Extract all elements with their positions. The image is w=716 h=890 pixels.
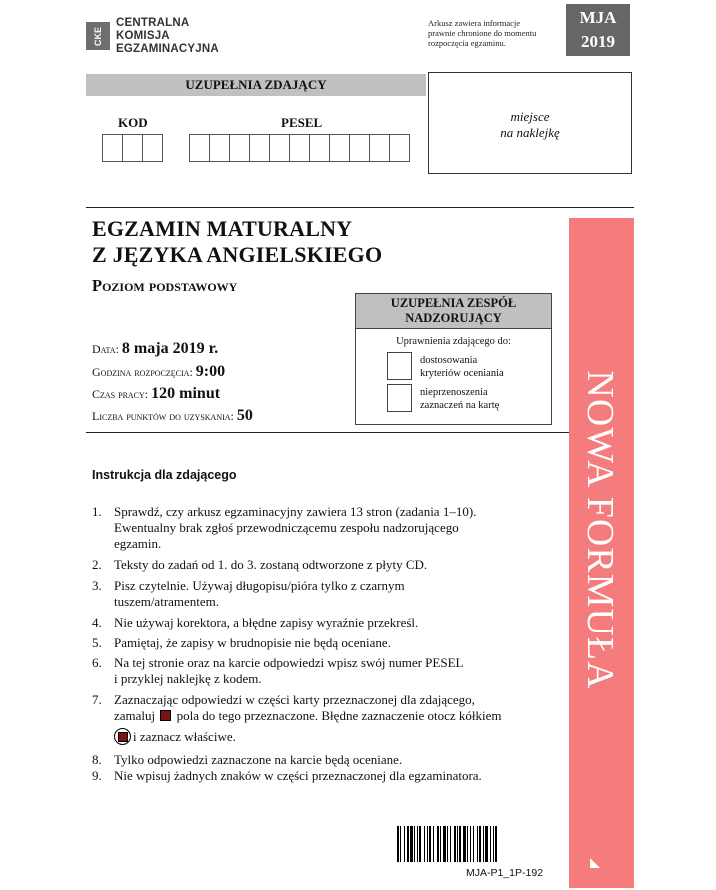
instruction-item: 4. Nie używaj korektora, a błędne zapisy wyraźnie przekreśl. bbox=[92, 615, 419, 630]
pesel-box[interactable] bbox=[349, 134, 370, 162]
instruction-item: 3. Pisz czytelnie. Używaj długopisu/pióra tylko z czarnym tuszem/atramentem. bbox=[92, 578, 405, 609]
kod-label: KOD bbox=[118, 115, 148, 130]
checkbox-no-transfer[interactable] bbox=[387, 384, 412, 412]
pesel-label: PESEL bbox=[281, 115, 323, 130]
instruction-item: 7. Zaznaczając odpowiedzi w części karty przeznaczonej dla zdającego, zamaluj pola do tego przeznaczone. Błędne zaznaczenie otocz kółkiem i zaznacz właściwe. bbox=[92, 692, 502, 744]
checkbox-adapted-criteria-label: dostosowania kryteriów oceniania bbox=[420, 355, 504, 379]
instruction-item: 9. Nie wpisuj żadnych znaków w części przeznaczonej dla egzaminatora. bbox=[92, 768, 482, 783]
pesel-box[interactable] bbox=[329, 134, 350, 162]
cke-logo-text: CENTRALNA KOMISJA EGZAMINACYJNA bbox=[116, 17, 219, 55]
supervisor-header: UZUPEŁNIA ZESPÓŁ NADZORUJĄCY bbox=[356, 294, 551, 329]
checkbox-adapted-criteria[interactable] bbox=[387, 352, 412, 380]
pesel-box[interactable] bbox=[229, 134, 250, 162]
divider-middle bbox=[86, 432, 569, 433]
exam-duration: Czas pracy: 120 minut bbox=[92, 385, 221, 402]
checkbox-no-transfer-label: nieprzenoszenia zaznaczeń na kartę bbox=[420, 387, 500, 411]
exam-title: EGZAMIN MATURALNY Z JĘZYKA ANGIELSKIEGO bbox=[92, 216, 383, 267]
supervisor-rights-text: Uprawnienia zdającego do: bbox=[396, 336, 511, 347]
exam-points: Liczba punktów do uzyskania: 50 bbox=[92, 407, 253, 424]
pesel-box[interactable] bbox=[389, 134, 410, 162]
instruction-item: 8. Tylko odpowiedzi zaznaczone na karcie będą oceniane. bbox=[92, 752, 403, 767]
instructions-title: Instrukcja dla zdającego bbox=[92, 468, 237, 482]
pesel-box[interactable] bbox=[189, 134, 210, 162]
kod-box[interactable] bbox=[102, 134, 123, 162]
cke-logo-mark: CKE bbox=[86, 22, 110, 50]
circled-square-icon bbox=[114, 728, 131, 745]
exam-level: Poziom podstawowy bbox=[92, 276, 238, 295]
pesel-box[interactable] bbox=[289, 134, 310, 162]
candidate-section-header: UZUPEŁNIA ZDAJĄCY bbox=[86, 74, 426, 96]
instruction-item: 6. Na tej stronie oraz na karcie odpowiedzi wpisz swój numer PESEL i przyklej naklejkę z kodem. bbox=[92, 655, 464, 686]
divider-top bbox=[86, 207, 634, 208]
supervisor-box bbox=[355, 293, 552, 425]
pesel-box[interactable] bbox=[269, 134, 290, 162]
kod-box[interactable] bbox=[142, 134, 163, 162]
exam-start-time: Godzina rozpoczęcia: 9:00 bbox=[92, 363, 226, 380]
instruction-item: 1. Sprawdź, czy arkusz egzaminacyjny zawiera 13 stron (zadania 1–10). Ewentualny brak zgłoś przewodniczącemu zespołu nadzorującego egzamin. bbox=[92, 504, 477, 551]
pesel-input-boxes[interactable] bbox=[189, 134, 409, 162]
kod-box[interactable] bbox=[122, 134, 143, 162]
barcode bbox=[397, 826, 565, 862]
corner-arrow-icon bbox=[590, 858, 600, 868]
filled-square-icon bbox=[160, 710, 171, 721]
pesel-box[interactable] bbox=[249, 134, 270, 162]
pesel-box[interactable] bbox=[369, 134, 390, 162]
legal-notice: Arkusz zawiera informacje prawnie chronione do momentu rozpoczęcia egzaminu. bbox=[428, 18, 537, 48]
instruction-item: 2. Teksty do zadań od 1. do 3. zostaną odtworzone z płyty CD. bbox=[92, 557, 428, 572]
pesel-box[interactable] bbox=[209, 134, 230, 162]
sticker-area[interactable]: miejsce na naklejkę bbox=[428, 72, 632, 174]
barcode-text: MJA-P1_1P-192 bbox=[466, 867, 544, 879]
exam-date: Data: 8 maja 2019 r. bbox=[92, 340, 219, 357]
kod-input-boxes[interactable] bbox=[102, 134, 162, 162]
instruction-item: 5. Pamiętaj, że zapisy w brudnopisie nie będą oceniane. bbox=[92, 635, 391, 650]
pesel-box[interactable] bbox=[309, 134, 330, 162]
exam-code-badge: MJA 2019 bbox=[566, 4, 630, 56]
